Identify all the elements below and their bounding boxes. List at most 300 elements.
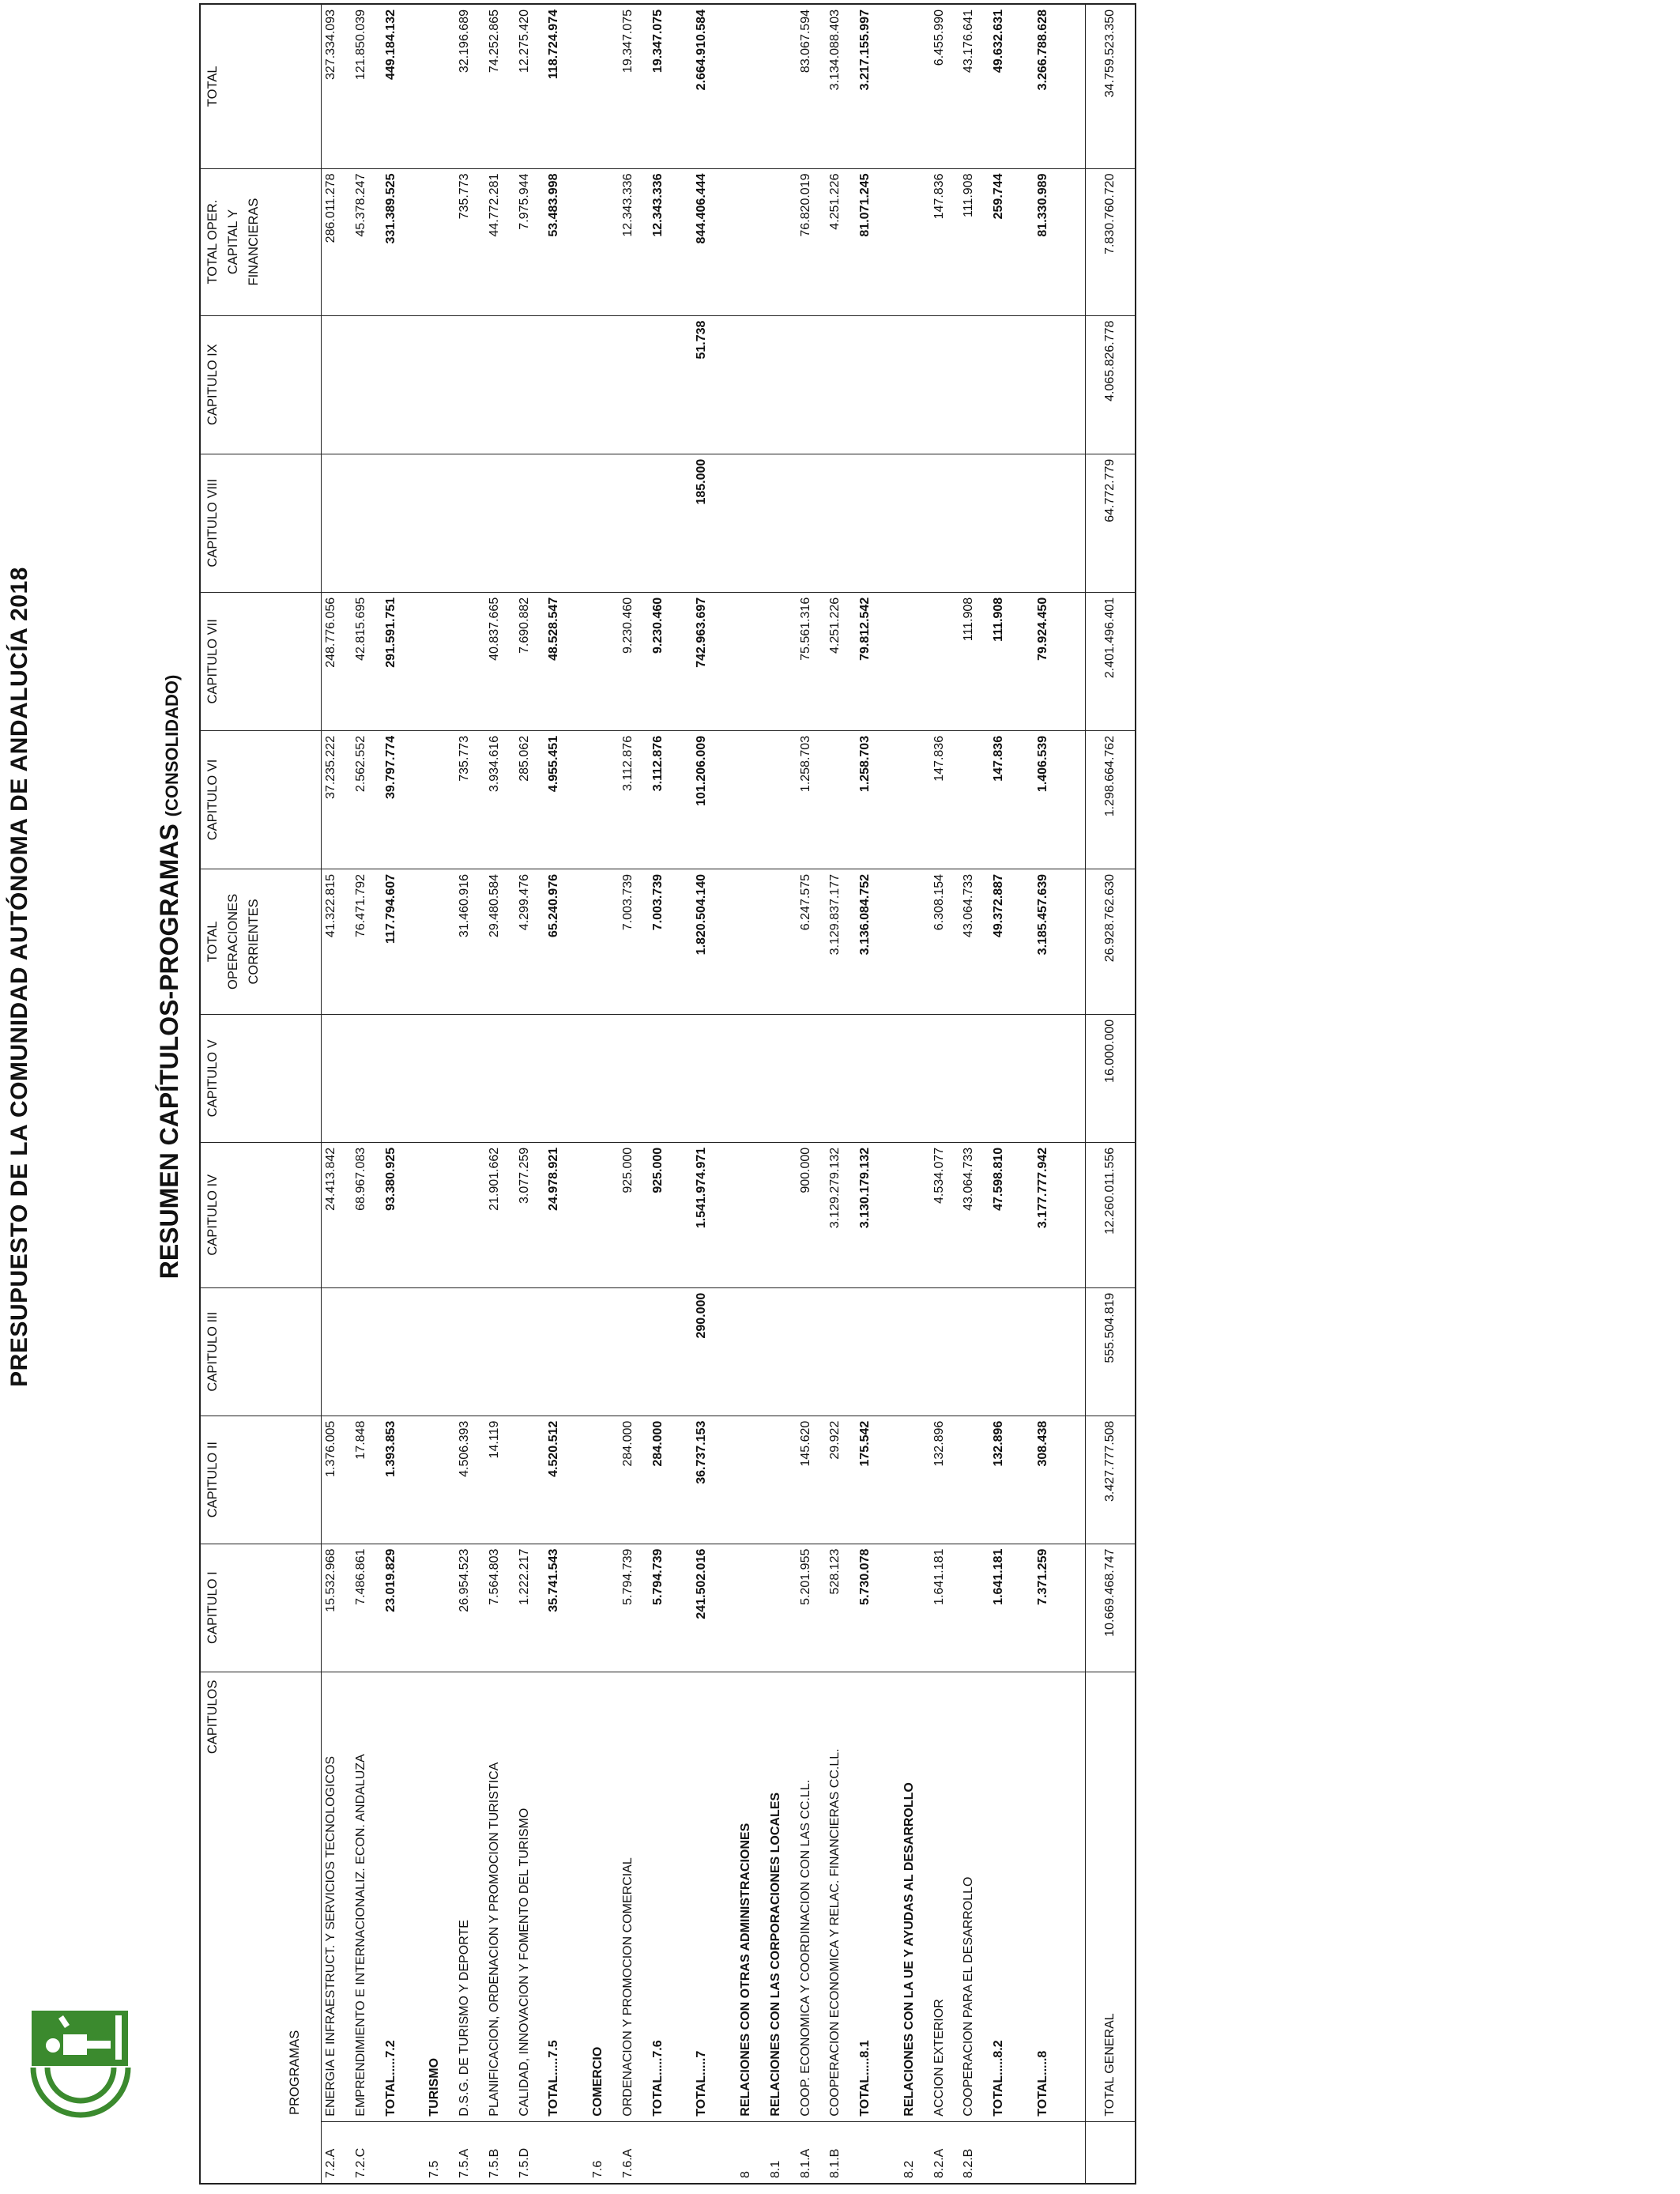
value-cell: 40.837.665	[485, 592, 515, 730]
value-cell	[589, 168, 619, 315]
value-cell	[649, 1287, 679, 1416]
value-cell: 3.136.084.752	[856, 869, 886, 1015]
spacer-row	[886, 4, 900, 2184]
value-cell: 43.176.641	[959, 4, 989, 168]
program-code: 8.2.B	[959, 2121, 989, 2184]
value-cell	[1034, 1287, 1064, 1416]
value-cell: 5.201.955	[797, 1544, 827, 1672]
value-cell: 26.954.523	[455, 1544, 485, 1672]
program-code: 8.2	[900, 2121, 930, 2184]
value-cell	[425, 1014, 455, 1142]
value-cell: 9.230.460	[649, 592, 679, 730]
total-general-label: TOTAL GENERAL	[1086, 1672, 1136, 2121]
value-cell: 111.908	[959, 592, 989, 730]
value-cell: 79.924.450	[1034, 592, 1064, 730]
total-general-value: 7.830.760.720	[1086, 168, 1136, 315]
value-cell: 5.794.739	[649, 1544, 679, 1672]
value-cell: 3.130.179.132	[856, 1142, 886, 1287]
value-cell	[797, 1287, 827, 1416]
value-cell: 35.741.543	[544, 1544, 574, 1672]
value-cell	[619, 454, 649, 592]
value-cell: 42.815.695	[352, 592, 382, 730]
value-cell: 3.112.876	[619, 730, 649, 869]
program-label: TOTAL.....8.1	[856, 1672, 886, 2121]
value-cell	[485, 1287, 515, 1416]
value-cell: 49.632.631	[989, 4, 1019, 168]
value-cell: 3.129.279.132	[826, 1142, 856, 1287]
value-cell: 1.541.974.971	[692, 1142, 722, 1287]
value-cell	[767, 1014, 797, 1142]
program-code	[1086, 2121, 1136, 2184]
value-cell: 24.978.921	[544, 1142, 574, 1287]
value-cell: 9.230.460	[619, 592, 649, 730]
value-cell	[485, 1014, 515, 1142]
value-cell	[767, 1416, 797, 1544]
value-cell	[425, 730, 455, 869]
value-cell: 3.112.876	[649, 730, 679, 869]
total-general-value: 12.260.011.556	[1086, 1142, 1136, 1287]
table-row	[352, 4, 382, 2184]
spacer-row	[411, 4, 425, 2184]
value-cell	[767, 1287, 797, 1416]
value-cell: 248.776.056	[322, 592, 352, 730]
value-cell: 74.252.865	[485, 4, 515, 168]
value-cell: 286.011.278	[322, 168, 352, 315]
value-cell: 36.737.153	[692, 1416, 722, 1544]
table-header-row	[200, 4, 322, 2184]
value-cell	[425, 4, 455, 168]
value-cell: 111.908	[959, 168, 989, 315]
header-col: TOTAL OPERACIONES CORRIENTES	[200, 869, 322, 1015]
value-cell	[1034, 454, 1064, 592]
value-cell	[589, 4, 619, 168]
value-cell: 81.071.245	[856, 168, 886, 315]
value-cell: 3.934.616	[485, 730, 515, 869]
value-cell: 3.266.788.628	[1034, 4, 1064, 168]
value-cell	[736, 730, 767, 869]
value-cell	[826, 1014, 856, 1142]
value-cell: 6.455.990	[930, 4, 960, 168]
value-cell: 3.185.457.639	[1034, 869, 1064, 1015]
program-label: RELACIONES CON OTRAS ADMINISTRACIONES	[736, 1672, 767, 2121]
value-cell	[485, 454, 515, 592]
program-label: TOTAL.....8.2	[989, 1672, 1019, 2121]
value-cell: 43.064.733	[959, 1142, 989, 1287]
value-cell	[930, 1287, 960, 1416]
program-label: D.S.G. DE TURISMO Y DEPORTE	[455, 1672, 485, 2121]
program-label: TOTAL.....7	[692, 1672, 722, 2121]
value-cell: 3.077.259	[515, 1142, 545, 1287]
value-cell	[589, 869, 619, 1015]
header-col: CAPITULO II	[200, 1416, 322, 1544]
value-cell: 31.460.916	[455, 869, 485, 1015]
value-cell	[425, 592, 455, 730]
program-code: 8.2.A	[930, 2121, 960, 2184]
header-capitulos: CAPITULOS	[205, 1679, 220, 1755]
value-cell: 29.480.584	[485, 869, 515, 1015]
spacer-row	[1064, 4, 1086, 2184]
value-cell: 132.896	[989, 1416, 1019, 1544]
value-cell	[736, 1416, 767, 1544]
table-row	[322, 4, 352, 2184]
value-cell	[382, 1287, 412, 1416]
header-col: CAPITULO V	[200, 1014, 322, 1142]
value-cell: 147.836	[989, 730, 1019, 869]
value-cell: 742.963.697	[692, 592, 722, 730]
value-cell	[455, 1287, 485, 1416]
value-cell	[959, 730, 989, 869]
value-cell	[515, 1416, 545, 1544]
value-cell	[900, 4, 930, 168]
program-label: TOTAL.....8	[1034, 1672, 1064, 2121]
value-cell	[322, 315, 352, 454]
value-cell	[736, 1544, 767, 1672]
total-general-value: 555.504.819	[1086, 1287, 1136, 1416]
value-cell	[544, 1287, 574, 1416]
value-cell: 1.258.703	[797, 730, 827, 869]
value-cell	[322, 1014, 352, 1142]
table-row	[767, 4, 797, 2184]
value-cell	[930, 315, 960, 454]
value-cell	[619, 1014, 649, 1142]
program-label: EMPRENDIMIENTO E INTERNACIONALIZ. ECON. ANDALUZA	[352, 1672, 382, 2121]
program-code	[649, 2121, 679, 2184]
value-cell	[619, 315, 649, 454]
value-cell	[797, 1014, 827, 1142]
value-cell	[900, 1287, 930, 1416]
value-cell: 93.380.925	[382, 1142, 412, 1287]
value-cell: 4.534.077	[930, 1142, 960, 1287]
value-cell	[736, 1287, 767, 1416]
value-cell: 2.664.910.584	[692, 4, 722, 168]
total-general-value: 1.298.664.762	[1086, 730, 1136, 869]
value-cell	[736, 315, 767, 454]
table-row	[826, 4, 856, 2184]
value-cell	[767, 592, 797, 730]
value-cell	[900, 1544, 930, 1672]
value-cell: 259.744	[989, 168, 1019, 315]
table-row	[515, 4, 545, 2184]
header-col: TOTAL OPER. CAPITAL Y FINANCIERAS	[200, 168, 322, 315]
value-cell: 147.836	[930, 730, 960, 869]
table-row	[649, 4, 679, 2184]
value-cell: 24.413.842	[322, 1142, 352, 1287]
program-label: PLANIFICACION, ORDENACION Y PROMOCION TURISTICA	[485, 1672, 515, 2121]
value-cell	[930, 1014, 960, 1142]
value-cell	[425, 869, 455, 1015]
total-general-row	[1086, 4, 1136, 2184]
value-cell	[900, 730, 930, 869]
value-cell	[826, 1287, 856, 1416]
value-cell: 7.486.861	[352, 1544, 382, 1672]
value-cell	[736, 1014, 767, 1142]
value-cell: 3.217.155.997	[856, 4, 886, 168]
value-cell: 925.000	[649, 1142, 679, 1287]
value-cell: 37.235.222	[322, 730, 352, 869]
value-cell	[589, 315, 619, 454]
table-row	[900, 4, 930, 2184]
program-label: CALIDAD, INNOVACION Y FOMENTO DEL TURISMO	[515, 1672, 545, 2121]
program-code: 7.5.B	[485, 2121, 515, 2184]
value-cell: 12.343.336	[649, 168, 679, 315]
total-general-value: 64.772.779	[1086, 454, 1136, 592]
header-programas: PROGRAMAS	[288, 2030, 302, 2115]
value-cell	[767, 869, 797, 1015]
header-col: CAPITULO VII	[200, 592, 322, 730]
value-cell	[544, 454, 574, 592]
program-code	[856, 2121, 886, 2184]
value-cell: 7.564.803	[485, 1544, 515, 1672]
value-cell: 45.378.247	[352, 168, 382, 315]
program-code: 7.5.A	[455, 2121, 485, 2184]
program-code	[544, 2121, 574, 2184]
value-cell	[930, 454, 960, 592]
value-cell: 3.177.777.942	[1034, 1142, 1064, 1287]
spacer-row	[678, 4, 692, 2184]
value-cell: 735.773	[455, 730, 485, 869]
value-cell	[352, 315, 382, 454]
value-cell: 12.343.336	[619, 168, 649, 315]
value-cell	[649, 454, 679, 592]
program-label: TURISMO	[425, 1672, 455, 2121]
value-cell	[425, 1287, 455, 1416]
program-code	[989, 2121, 1019, 2184]
value-cell: 4.520.512	[544, 1416, 574, 1544]
value-cell: 285.062	[515, 730, 545, 869]
value-cell: 47.598.810	[989, 1142, 1019, 1287]
value-cell	[425, 1142, 455, 1287]
value-cell	[589, 730, 619, 869]
value-cell	[382, 454, 412, 592]
program-label: ACCION EXTERIOR	[930, 1672, 960, 2121]
table-row	[797, 4, 827, 2184]
program-code	[692, 2121, 722, 2184]
value-cell	[589, 1544, 619, 1672]
value-cell	[736, 454, 767, 592]
page-title: PRESUPUESTO DE LA COMUNIDAD AUTÓNOMA DE ANDALUCÍA 2018	[6, 567, 32, 1387]
value-cell	[485, 315, 515, 454]
value-cell	[425, 168, 455, 315]
value-cell: 4.955.451	[544, 730, 574, 869]
value-cell	[425, 1544, 455, 1672]
value-cell: 145.620	[797, 1416, 827, 1544]
total-general-value: 34.759.523.350	[1086, 4, 1136, 168]
value-cell	[959, 454, 989, 592]
value-cell	[767, 4, 797, 168]
value-cell: 1.376.005	[322, 1416, 352, 1544]
value-cell	[989, 454, 1019, 592]
value-cell: 7.003.739	[619, 869, 649, 1015]
value-cell: 48.528.547	[544, 592, 574, 730]
subtitle-note: (CONSOLIDADO)	[162, 674, 182, 817]
value-cell	[322, 1287, 352, 1416]
value-cell: 44.772.281	[485, 168, 515, 315]
value-cell: 51.738	[692, 315, 722, 454]
value-cell	[797, 315, 827, 454]
value-cell: 19.347.075	[649, 4, 679, 168]
value-cell: 117.794.607	[382, 869, 412, 1015]
value-cell	[736, 1142, 767, 1287]
value-cell	[959, 1544, 989, 1672]
value-cell	[797, 454, 827, 592]
value-cell: 308.438	[1034, 1416, 1064, 1544]
value-cell: 4.251.226	[826, 168, 856, 315]
value-cell	[900, 168, 930, 315]
value-cell: 291.591.751	[382, 592, 412, 730]
value-cell: 7.371.259	[1034, 1544, 1064, 1672]
value-cell: 65.240.976	[544, 869, 574, 1015]
value-cell	[425, 454, 455, 592]
value-cell	[826, 454, 856, 592]
value-cell: 290.000	[692, 1287, 722, 1416]
value-cell	[856, 315, 886, 454]
value-cell: 32.196.689	[455, 4, 485, 168]
program-code: 8.1.B	[826, 2121, 856, 2184]
header-col: TOTAL	[200, 4, 322, 168]
value-cell	[589, 1142, 619, 1287]
value-cell: 528.123	[826, 1544, 856, 1672]
program-code: 7.5.D	[515, 2121, 545, 2184]
value-cell: 7.975.944	[515, 168, 545, 315]
program-label: ENERGIA E INFRAESTRUCT. Y SERVICIOS TECNOLOGICOS	[322, 1672, 352, 2121]
value-cell: 147.836	[930, 168, 960, 315]
value-cell: 29.922	[826, 1416, 856, 1544]
value-cell: 7.003.739	[649, 869, 679, 1015]
value-cell	[959, 1014, 989, 1142]
total-general-value: 16.000.000	[1086, 1014, 1136, 1142]
program-label: COMERCIO	[589, 1672, 619, 2121]
value-cell: 5.730.078	[856, 1544, 886, 1672]
value-cell: 76.820.019	[797, 168, 827, 315]
subtitle-text: RESUMEN CAPÍTULOS-PROGRAMAS	[155, 824, 183, 1280]
value-cell: 185.000	[692, 454, 722, 592]
header-col: CAPITULO IV	[200, 1142, 322, 1287]
value-cell	[900, 1014, 930, 1142]
value-cell: 1.222.217	[515, 1544, 545, 1672]
program-code: 7.5	[425, 2121, 455, 2184]
value-cell	[455, 454, 485, 592]
header-col: CAPITULO IX	[200, 315, 322, 454]
value-cell	[619, 1287, 649, 1416]
value-cell: 735.773	[455, 168, 485, 315]
junta-de-andalucia-logo-icon	[17, 2004, 148, 2123]
value-cell: 12.275.420	[515, 4, 545, 168]
value-cell	[826, 730, 856, 869]
table-row	[425, 4, 455, 2184]
value-cell	[1034, 1014, 1064, 1142]
budget-table	[199, 3, 1136, 2185]
value-cell	[736, 168, 767, 315]
value-cell: 241.502.016	[692, 1544, 722, 1672]
total-general-value: 2.401.496.401	[1086, 592, 1136, 730]
header-col: CAPITULO III	[200, 1287, 322, 1416]
value-cell: 14.119	[485, 1416, 515, 1544]
value-cell	[382, 1014, 412, 1142]
value-cell	[989, 1014, 1019, 1142]
value-cell	[930, 592, 960, 730]
value-cell	[856, 454, 886, 592]
value-cell	[455, 592, 485, 730]
program-label: ORDENACION Y PROMOCION COMERCIAL	[619, 1672, 649, 2121]
table-row	[1034, 4, 1064, 2184]
value-cell: 111.908	[989, 592, 1019, 730]
value-cell: 175.542	[856, 1416, 886, 1544]
total-general-value: 26.928.762.630	[1086, 869, 1136, 1015]
value-cell: 844.406.444	[692, 168, 722, 315]
value-cell	[515, 1287, 545, 1416]
value-cell	[589, 1416, 619, 1544]
value-cell: 101.206.009	[692, 730, 722, 869]
value-cell: 83.067.594	[797, 4, 827, 168]
table-row	[692, 4, 722, 2184]
value-cell: 449.184.132	[382, 4, 412, 168]
program-code: 8.1.A	[797, 2121, 827, 2184]
value-cell	[767, 730, 797, 869]
header-col: CAPITULO I	[200, 1544, 322, 1672]
table-row	[455, 4, 485, 2184]
value-cell	[589, 454, 619, 592]
value-cell	[736, 4, 767, 168]
page-subtitle	[155, 424, 184, 1530]
value-cell: 5.794.739	[619, 1544, 649, 1672]
value-cell	[900, 454, 930, 592]
spacer-row	[722, 4, 736, 2184]
value-cell	[767, 315, 797, 454]
value-cell	[989, 315, 1019, 454]
program-label: RELACIONES CON LAS CORPORACIONES LOCALES	[767, 1672, 797, 2121]
value-cell: 17.848	[352, 1416, 382, 1544]
value-cell	[900, 869, 930, 1015]
value-cell: 1.641.181	[989, 1544, 1019, 1672]
value-cell	[352, 454, 382, 592]
value-cell	[544, 315, 574, 454]
value-cell: 1.406.539	[1034, 730, 1064, 869]
program-code	[1034, 2121, 1064, 2184]
value-cell	[649, 315, 679, 454]
value-cell: 3.134.088.403	[826, 4, 856, 168]
program-label: RELACIONES CON LA UE Y AYUDAS AL DESARROLLO	[900, 1672, 930, 2121]
value-cell: 1.258.703	[856, 730, 886, 869]
program-code: 7.2.A	[322, 2121, 352, 2184]
value-cell: 4.251.226	[826, 592, 856, 730]
program-code: 7.6	[589, 2121, 619, 2184]
table-row	[589, 4, 619, 2184]
value-cell: 1.820.504.140	[692, 869, 722, 1015]
total-general-value: 3.427.777.508	[1086, 1416, 1136, 1544]
value-cell	[589, 1014, 619, 1142]
value-cell	[900, 592, 930, 730]
value-cell	[900, 1142, 930, 1287]
value-cell: 6.308.154	[930, 869, 960, 1015]
value-cell: 331.389.525	[382, 168, 412, 315]
program-label: COOPERACION ECONOMICA Y RELAC. FINANCIERAS CC.LL.	[826, 1672, 856, 2121]
value-cell	[455, 1014, 485, 1142]
value-cell	[692, 1014, 722, 1142]
value-cell: 4.506.393	[455, 1416, 485, 1544]
table-row	[989, 4, 1019, 2184]
value-cell: 284.000	[649, 1416, 679, 1544]
value-cell	[515, 1014, 545, 1142]
program-code: 8.1	[767, 2121, 797, 2184]
value-cell	[1034, 315, 1064, 454]
value-cell	[322, 454, 352, 592]
value-cell: 118.724.974	[544, 4, 574, 168]
value-cell	[382, 315, 412, 454]
value-cell	[900, 315, 930, 454]
value-cell	[767, 454, 797, 592]
value-cell: 43.064.733	[959, 869, 989, 1015]
value-cell	[826, 315, 856, 454]
